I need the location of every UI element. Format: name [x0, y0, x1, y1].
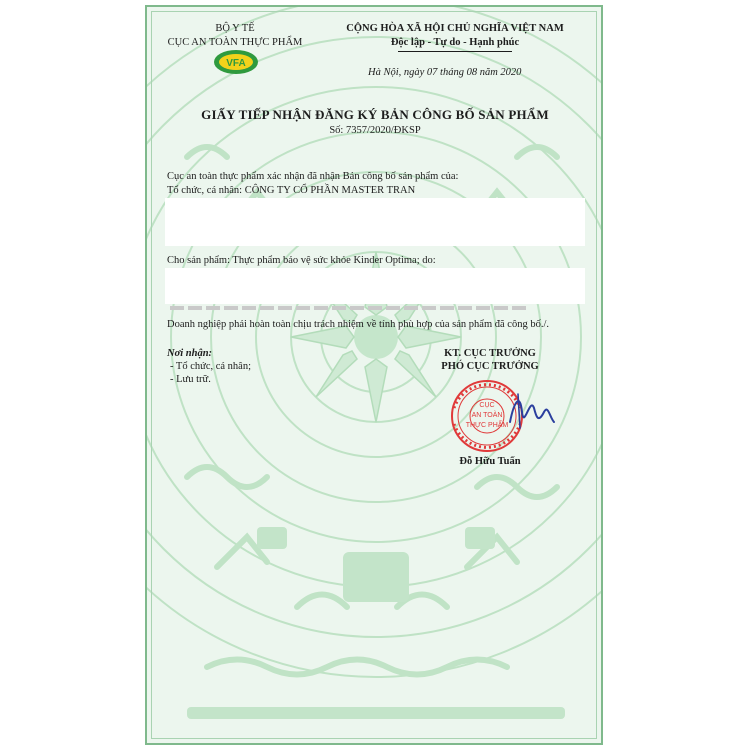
- intro-text: Cục an toàn thực phẩm xác nhận đã nhận Bản công bố sản phẩm của:: [167, 171, 459, 182]
- logo-text: VFA: [226, 58, 246, 69]
- recipients-heading: Nơi nhận:: [167, 348, 213, 359]
- motto-underline: [398, 51, 512, 52]
- agency-name: CỤC AN TOÀN THỰC PHẨM: [167, 37, 303, 48]
- handwritten-signature: [500, 382, 560, 438]
- product-line: Cho sản phẩm: Thực phẩm bảo vệ sức khỏe Kinder Optima; do:: [167, 255, 436, 266]
- stamp-text: CỤC: [479, 402, 495, 409]
- recipient-item: - Tổ chức, cá nhân;: [170, 361, 252, 372]
- document-title: GIẤY TIẾP NHẬN ĐĂNG KÝ BẢN CÔNG BỐ SẢN PHẨM: [201, 107, 549, 122]
- recipient-item: - Lưu trữ.: [170, 374, 211, 385]
- vfa-logo: [212, 48, 260, 76]
- responsibility-text: Doanh nghiệp phải hoàn toàn chịu trách nhiệm về tính phù hợp của sản phẩm đã công bố./.: [167, 319, 549, 330]
- signer-name: Đỗ Hữu Tuấn: [459, 456, 521, 467]
- redacted-block-1: [165, 198, 585, 246]
- document-number: Số: 7357/2020/ĐKSP: [329, 125, 421, 136]
- stamp-text: AN TOÀN: [471, 412, 503, 419]
- ministry-name: BỘ Y TẾ: [215, 23, 255, 34]
- date-line: Hà Nội, ngày 07 tháng 08 năm 2020: [368, 67, 522, 78]
- redacted-block-2: [165, 268, 585, 304]
- organization-line: Tổ chức, cá nhân: CÔNG TY CỔ PHẦN MASTER TRAN: [167, 185, 416, 196]
- country-name: CỘNG HÒA XÃ HỘI CHỦ NGHĨA VIỆT NAM: [346, 23, 564, 34]
- stamp-text: THỰC PHẨM: [465, 422, 509, 429]
- motto: Độc lập - Tự do - Hạnh phúc: [390, 37, 520, 48]
- signature-role-1: KT. CỤC TRƯỞNG: [444, 348, 536, 359]
- partially-hidden-line: [170, 306, 530, 310]
- signature-role-2: PHÓ CỤC TRƯỞNG: [441, 361, 539, 372]
